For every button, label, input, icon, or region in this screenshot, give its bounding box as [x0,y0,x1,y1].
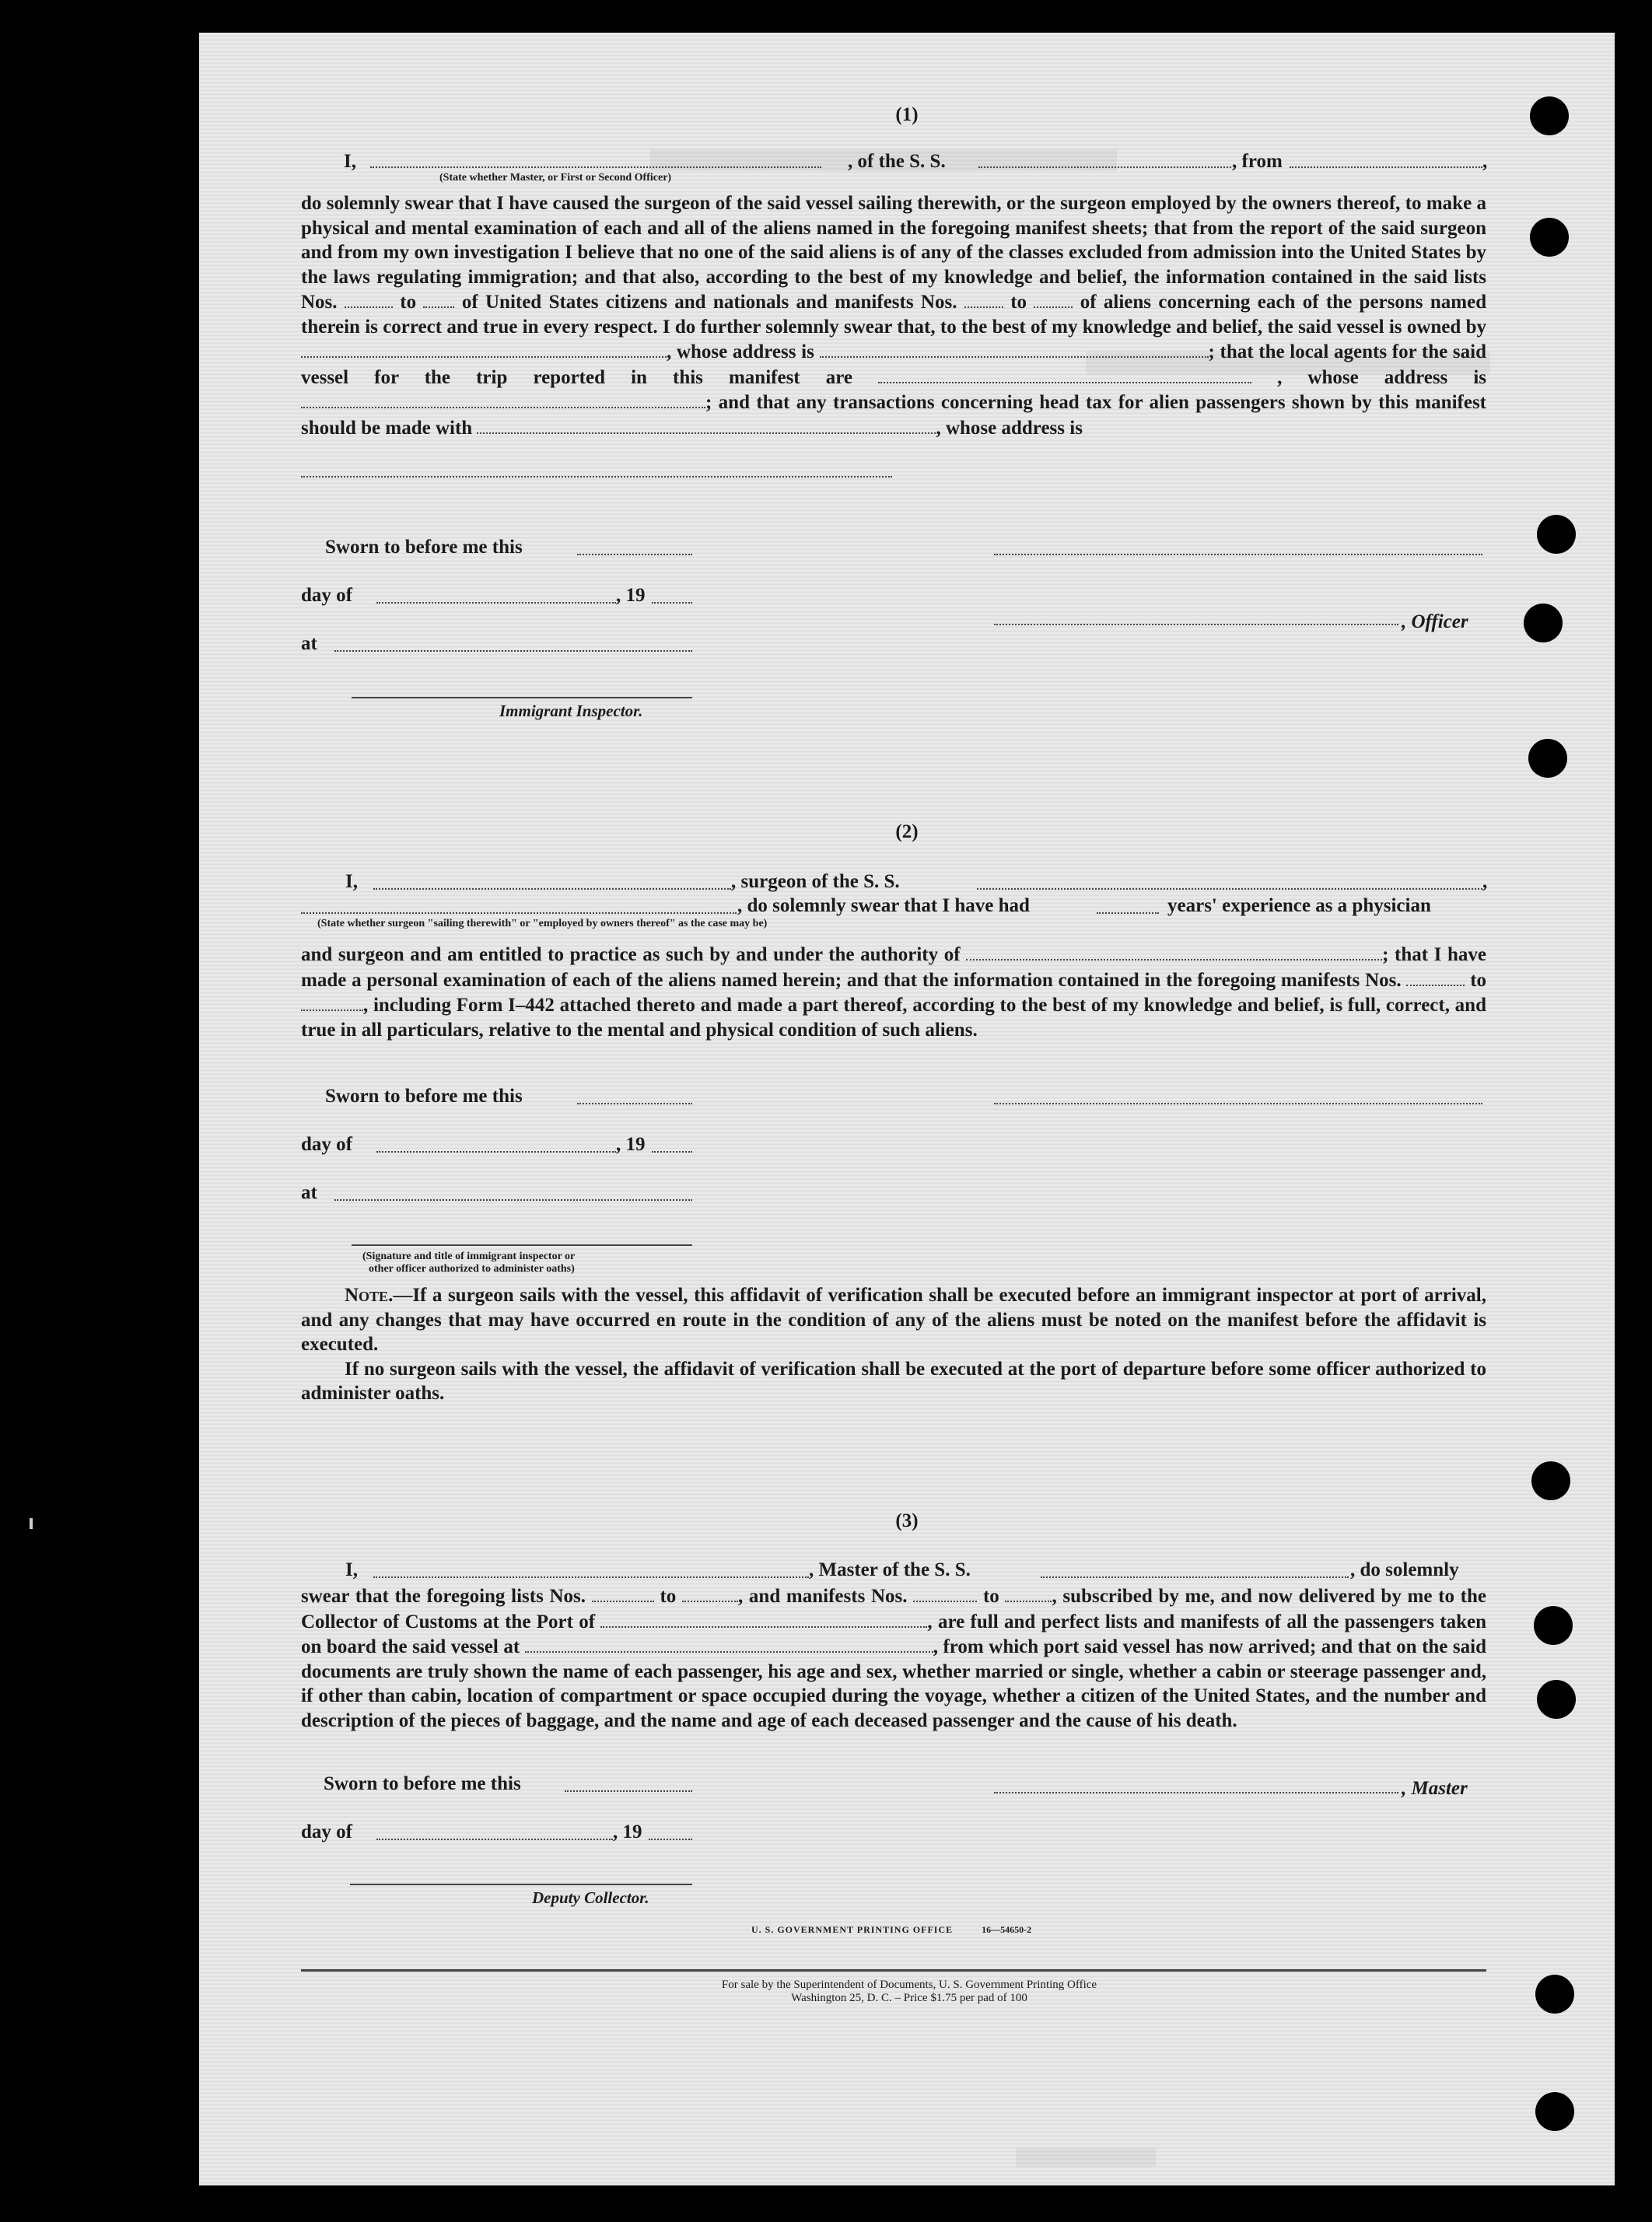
s2-signature-line[interactable] [352,1244,692,1246]
s3-lists-from-field[interactable] [592,1583,654,1602]
bleed-through [1016,2148,1156,2167]
punch-hole [1528,739,1567,778]
s2-line2-years: years' experience as a physician [1167,895,1431,916]
punch-hole [1537,515,1576,554]
punch-hole [1537,1680,1576,1719]
surgeon-status-field[interactable] [301,912,737,914]
section-1-paragraph: do solemnly swear that I have caused the surgeon of the said vessel sailing therewith, or the surgeon employed by the owners thereof, to make a physical and mental examination of each and all of the aliens named in the foregoing manifest sheets; that from the report of the said surgeon and from my own investigation I believe that no one of the said aliens is of any of the classes excluded from admission into the United States by the laws regulating immigration; and that also, according to the best of my knowledge and belief, the information contained in the said lists Nos. to of United States citizens and nationals and manifests Nos. to of aliens concerning each of the persons named therein is correct and true in every respect. I do further solemnly swear that, to the best of my knowledge and belief, the said vessel is owned by , whose address is ; that the local agents for the said vessel for the trip reported in this manifest are , whose address is ; and that any transactions concerning head tax for alien passengers shown by this manifest should be made with , whose address is [301,193,1487,439]
s2-sworn: Sworn to before me this [325,1086,523,1107]
s1-line1-I: I, [344,151,356,172]
s3-manifests-to-field[interactable] [1005,1583,1052,1602]
punch-hole [1535,2092,1574,2131]
local-agents-field[interactable] [878,365,1251,383]
s2-at: at [301,1182,317,1203]
s3-sworn: Sworn to before me this [324,1773,521,1794]
s2-manifests-from-field[interactable] [1406,968,1465,986]
signature-note-2: other officer authorized to administer oaths) [369,1263,575,1275]
s3-day-field[interactable] [376,1839,613,1840]
s3-master-label: , Master [1402,1778,1468,1799]
s3-master-signature-line[interactable] [994,1792,1398,1793]
officer-note: (State whether Master, or First or Second Officer) [439,172,672,184]
s1-officer-line-1[interactable] [994,554,1482,555]
port-field[interactable] [600,1609,927,1628]
from-port-field[interactable] [1290,166,1482,168]
s2-year: , 19 [616,1134,646,1155]
s1-inspector-caption: Immigrant Inspector. [499,702,643,720]
owner-field[interactable] [301,339,667,358]
boarding-port-field[interactable] [525,1634,933,1653]
s1-officer-label: , Officer [1402,611,1468,632]
s3-day-of: day of [301,1821,352,1842]
s2-vessel-field[interactable] [977,888,1482,890]
s2-day-of: day of [301,1134,352,1155]
head-tax-address-field[interactable] [301,476,892,478]
footer-rule [301,1969,1486,1972]
vessel-name-field[interactable] [978,166,1231,168]
s2-line1-comma: , [1482,871,1488,892]
manifests-to-field[interactable] [1034,289,1073,308]
s1-at: at [301,633,317,654]
s2-surgeon-signature-line[interactable] [994,1103,1482,1104]
owner-address-field[interactable] [820,339,1209,358]
authority-field[interactable] [966,942,1382,961]
gpo-imprint: U. S. GOVERNMENT PRINTING OFFICE 16—54650-2 [751,1924,1032,1935]
sale-notice-1: For sale by the Superintendent of Documents, U. S. Government Printing Office [721,1979,1097,1991]
signature-note-1: (Signature and title of immigrant inspector or [362,1251,576,1262]
punch-hole [1530,218,1569,257]
note-2: If no surgeon sails with the vessel, the affidavit of verification shall be executed at the port of departure before some officer authorized to administer oaths. [301,1358,1486,1404]
s3-sworn-field[interactable] [565,1790,692,1792]
manifests-from-field[interactable] [964,289,1003,308]
s1-day-field[interactable] [376,602,616,604]
section-3-number: (3) [895,1510,919,1531]
s2-line2-swear: , do solemnly swear that I have had [737,895,1030,916]
s2-line1-surgeon: , surgeon of the S. S. [731,871,900,892]
sale-notice-2: Washington 25, D. C. – Price $1.75 per pad of 100 [791,1992,1027,2004]
years-experience-field[interactable] [1097,912,1159,914]
s1-inspector-signature-line[interactable] [352,697,692,698]
s2-year-field[interactable] [652,1151,692,1153]
s1-year: , 19 [616,585,646,606]
head-tax-field[interactable] [477,415,936,434]
s1-year-field[interactable] [652,602,692,604]
s3-deputy-signature-line[interactable] [350,1884,692,1885]
master-name-field[interactable] [373,1576,809,1578]
officer-name-field[interactable] [370,166,821,168]
s2-manifests-to-field[interactable] [301,992,363,1011]
punch-hole [1534,1606,1573,1645]
s3-lists-to-field[interactable] [682,1583,738,1602]
s3-vessel-field[interactable] [1041,1576,1349,1578]
s1-at-field[interactable] [334,650,692,652]
s3-deputy-caption: Deputy Collector. [532,1888,649,1907]
section-2-note: Note.—If a surgeon sails with the vessel, this affidavit of verification shall be executed before an immigrant inspector at port of arrival, and any changes that may have occurred en route in the condition of any of the aliens must be noted on the manifest before the affidavit is executed. If no surgeon sails with the vessel, the affidavit of verification shall be executed at the port of departure before some officer authorized to administer oaths. [301,1283,1486,1406]
s2-sworn-field[interactable] [577,1103,692,1104]
s1-line1-of: , of the S. S. [848,151,946,172]
s3-manifests-from-field[interactable] [913,1583,977,1602]
s1-line1-comma: , [1482,151,1488,172]
s3-line1-solemnly: , do solemnly [1350,1559,1459,1580]
s2-at-field[interactable] [334,1199,692,1201]
section-2-number: (2) [895,821,919,842]
s1-sworn-field[interactable] [577,554,692,555]
lists-from-field[interactable] [345,289,393,308]
document-page [199,33,1615,2185]
s3-year: , 19 [613,1821,642,1842]
s3-year-field[interactable] [649,1839,692,1840]
punch-hole [1531,1461,1570,1500]
note-label: Note. [345,1285,394,1306]
agents-address-field[interactable] [301,390,705,408]
s2-day-field[interactable] [376,1151,616,1153]
s3-line1-master: , Master of the S. S. [809,1559,971,1580]
scan-speck [30,1518,33,1529]
s2-line1-I: I, [345,871,358,892]
lists-to-field[interactable] [423,289,454,308]
surgeon-note: (State whether surgeon "sailing therewith" or "employed by owners thereof" as the case may be) [317,918,768,929]
section-2-paragraph: and surgeon and am entitled to practice as such by and under the authority of ; that I have made a personal examination of each of the aliens named herein; and that the information contained in the foregoing manifests Nos. to , including Form I–442 attached thereto and made a part thereof, according to the best of my knowledge and belief, is full, correct, and true in all particulars, relative to the mental and physical condition of such aliens. [301,942,1486,1042]
surgeon-name-field[interactable] [373,888,731,890]
s3-line1-I: I, [345,1559,358,1580]
s1-sworn: Sworn to before me this [325,537,523,558]
punch-hole [1524,604,1563,642]
s1-day-of: day of [301,585,352,606]
s1-officer-line-2[interactable] [994,624,1398,625]
s1-line1-from: , from [1232,151,1283,172]
section-1-number: (1) [895,104,919,125]
section-3-paragraph: swear that the foregoing lists Nos. to , and manifests Nos. to , subscribed by me, and now delivered by me to the Collector of Customs at the Port of , are full and perfect lists and manifests of all the passengers taken on board the said vessel at , from which port said vessel has now arrived; and that on the said documents are truly shown the name of each passenger, his age and sex, whether married or single, whether a cabin or steerage passenger and, if other than cabin, location of compartment or space occupied during the voyage, whether a citizen of the United States, and the number and description of the pieces of baggage, and the name and age of each deceased passenger and the cause of his death. [301,1583,1486,1733]
